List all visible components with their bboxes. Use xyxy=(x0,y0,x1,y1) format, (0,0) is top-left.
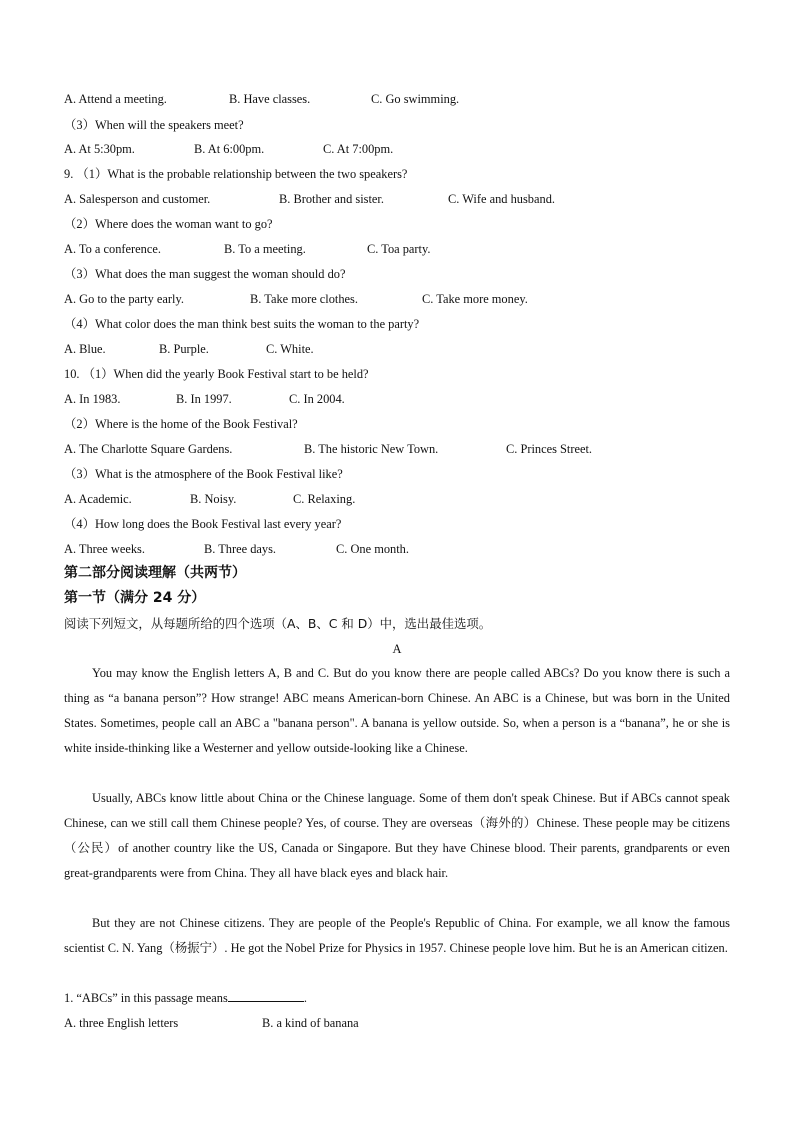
section-title: 第一节（满分 24 分） xyxy=(64,590,206,606)
answer-blank xyxy=(228,990,304,1002)
option-b: B. Noisy. xyxy=(190,492,237,506)
option-c: C. Toa party. xyxy=(367,242,431,256)
option-b: B. In 1997. xyxy=(176,392,232,406)
option-a: A. Salesperson and customer. xyxy=(64,192,211,206)
option-a: A. In 1983. xyxy=(64,392,121,406)
option-c: C. Go swimming. xyxy=(371,92,460,106)
question-1-end: . xyxy=(303,991,307,1005)
option-b: B. The historic New Town. xyxy=(304,442,439,456)
question-8-3: （3）When will the speakers meet? xyxy=(64,118,244,132)
option-a: A. Go to the party early. xyxy=(64,292,184,306)
option-c: C. In 2004. xyxy=(289,392,345,406)
passage-paragraph-1: You may know the English letters A, B and C. But do you know there are people called ABCs? Do you know there is such a thing as “a banana person”? How strange! ABC means American-born Chinese. An ABC is a Chinese, but was born in the United States. Sometimes, people call an ABC a "banana person". A banana is yellow outside. So, when a person is a “banana”, he or she is white inside-thinking like a Westerner and yellow outside-looking like a Chinese. xyxy=(64,666,730,755)
question-9-3: （3）What does the man suggest the woman should do? xyxy=(64,267,346,281)
question-9-2: （2）Where does the woman want to go? xyxy=(64,217,273,231)
option-b: B. Three days. xyxy=(204,542,277,556)
option-a: A. Three weeks. xyxy=(64,542,145,556)
option-b: B. Have classes. xyxy=(229,92,311,106)
option-b: B. At 6:00pm. xyxy=(194,142,265,156)
passage-paragraph-2: Usually, ABCs know little about China or the Chinese language. Some of them don't speak Chinese. But if ABCs cannot speak Chinese, can we still call them Chinese people? Yes, of course. They are overseas（海外的）Chinese. These people may be citizens（公民）of another country like the US, Canada or Singapore. But they have Chinese blood. Their parents, grandparents or even great-grandparents were from China. They all have black eyes and black hair. xyxy=(64,791,730,880)
question-10-2: （2）Where is the home of the Book Festival? xyxy=(64,417,298,431)
option-c: C. At 7:00pm. xyxy=(323,142,394,156)
question-10-3: （3）What is the atmosphere of the Book Festival like? xyxy=(64,467,343,481)
option-c: C. White. xyxy=(266,342,314,356)
option-c: C. Relaxing. xyxy=(293,492,356,506)
passage-label: A xyxy=(392,642,402,656)
option-a: A. Academic. xyxy=(64,492,132,506)
option-a: A. At 5:30pm. xyxy=(64,142,135,156)
option-b: B. a kind of banana xyxy=(262,1016,359,1030)
passage-paragraph-3: But they are not Chinese citizens. They are people of the People's Republic of China. For example, we all know the famous scientist C. N. Yang（杨振宁）. He got the Nobel Prize for Physics in 1957. Chinese people love him. But he is an American citizen. xyxy=(64,916,730,955)
option-a: A. Attend a meeting. xyxy=(64,92,167,106)
question-9-1: 9. （1）What is the probable relationship between the two speakers? xyxy=(64,167,408,181)
option-a: A. The Charlotte Square Gardens. xyxy=(64,442,233,456)
option-b: B. Purple. xyxy=(159,342,209,356)
option-c: C. One month. xyxy=(336,542,409,556)
option-a: A. To a conference. xyxy=(64,242,161,256)
option-a: A. Blue. xyxy=(64,342,106,356)
option-b: B. Brother and sister. xyxy=(279,192,384,206)
instruction: 阅读下列短文，从每题所给的四个选项（A、B、C 和 D）中，选出最佳选项。 xyxy=(64,616,492,631)
question-1-text: 1. “ABCs” in this passage means xyxy=(64,991,228,1005)
question-1 xyxy=(64,990,307,1006)
option-c: C. Wife and husband. xyxy=(448,192,555,206)
option-c: C. Take more money. xyxy=(422,292,528,306)
question-10-1: 10. （1）When did the yearly Book Festival start to be held? xyxy=(64,367,369,381)
question-10-4: （4）How long does the Book Festival last every year? xyxy=(64,517,342,531)
question-9-4: （4）What color does the man think best suits the woman to the party? xyxy=(64,317,420,331)
option-b: B. Take more clothes. xyxy=(250,292,358,306)
option-c: C. Princes Street. xyxy=(506,442,593,456)
option-b: B. To a meeting. xyxy=(224,242,306,256)
option-a: A. three English letters xyxy=(64,1016,179,1030)
part-title: 第二部分阅读理解（共两节） xyxy=(64,565,246,581)
